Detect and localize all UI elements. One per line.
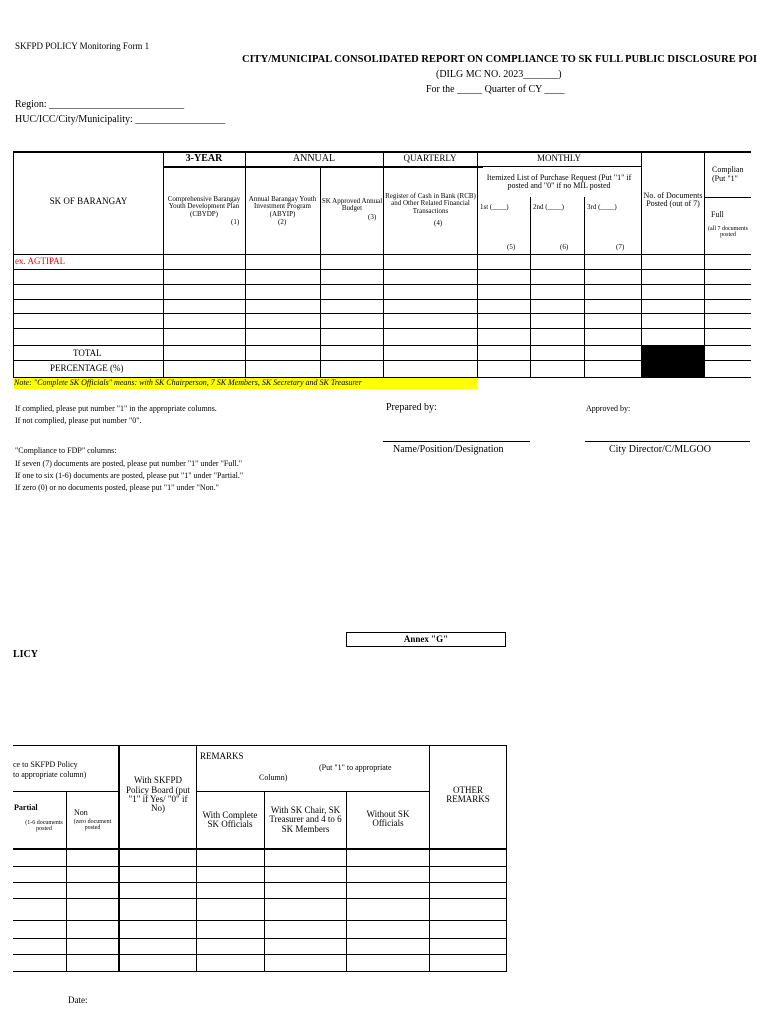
col-full: Full (711, 210, 724, 219)
col-without: Without SK Officials (366, 808, 410, 828)
huc-field: HUC/ICC/City/Municipality: __________________ (15, 114, 226, 125)
approved-by-label: Approved by: (586, 404, 631, 413)
percentage-row-label: PERCENTAGE (%) (50, 363, 124, 373)
group-annual: ANNUAL (292, 152, 336, 164)
title-continuation: LICY (13, 649, 39, 660)
form-label: SKFPD POLICY Monitoring Form 1 (15, 41, 150, 51)
col-partial-sub: (1-6 documents posted (25, 819, 63, 832)
instruction-line: If one to six (1-6) documents are posted, please put "1" under "Partial." (15, 471, 244, 480)
report-title: CITY/MUNICIPAL CONSOLIDATED REPORT ON COMPLIANCE TO SK FULL PUBLIC DISCLOSURE POI (242, 54, 757, 65)
compliance-subheader: to appropriate column) (13, 770, 87, 779)
col-non-sub: (zero document posted (73, 818, 112, 831)
prepared-by-name: Name/Position/Designation (393, 444, 504, 455)
col-partial: Partial (14, 803, 38, 812)
quarter-line: For the _____ Quarter of CY ____ (426, 84, 565, 95)
compliance-header: ce to SKFPD Policy (13, 760, 78, 769)
memo-number: (DILG MC NO. 2023_______) (436, 69, 562, 80)
instruction-line: If complied, please put number "1" in the appropriate columns. (15, 404, 217, 413)
col-full-sub: (all 7 documents posted (708, 225, 748, 238)
note-highlight: Note: "Complete SK Officials" means: with SK Chairperson, 7 SK Members, SK Secretary and SK Treasurer (14, 378, 477, 389)
col-month-1: 1st (____) (480, 203, 509, 211)
prepared-by-label: Prepared by: (386, 402, 437, 413)
remarks-instruction: (Put "1" to appropriate (319, 763, 392, 772)
col-with-chair: With SK Chair, SK Treasurer and 4 to 6 SK Members (269, 804, 342, 834)
col-itemized: Itemized List of Purchase Request (Put "1" if posted and "0" if no MIL posted (486, 172, 632, 190)
col-compliance: Complian (Put "1" (712, 166, 744, 183)
group-quarterly: QUARTERLY (403, 153, 457, 164)
instruction-line: If seven (7) documents are posted, please put number "1" under "Full." (15, 459, 243, 468)
group-monthly: MONTHLY (536, 153, 582, 164)
annex-label: Annex "G" (346, 632, 506, 647)
col-other-remarks: OTHER REMARKS (446, 784, 490, 804)
col-abyip: Annual Barangay Youth Investment Program (ABYIP) (248, 194, 317, 218)
col-docs-posted: No. of Documents Posted (out of 7) (643, 190, 703, 208)
remarks-instruction-2: Column) (259, 773, 288, 782)
col-sk-barangay: SK OF BARANGAY (49, 196, 128, 207)
col-with-complete: With Complete SK Officials (202, 809, 258, 829)
instruction-line: If zero (0) or no documents posted, please put "1" under "Non." (15, 483, 219, 492)
instruction-line: "Compliance to FDP" columns: (15, 446, 117, 455)
total-row-label: TOTAL (73, 348, 102, 358)
example-row-label: ex. AGTIPAL (15, 256, 66, 266)
date-label: Date: (68, 995, 88, 1005)
col-budget: SK Approved Annual Budget (321, 196, 383, 212)
col-month-2: 2nd (____) (533, 203, 564, 211)
col-policy-board: With SKFPD Policy Board (put "1" if Yes/ "0" if No) (126, 775, 190, 814)
col-month-3: 3rd (____) (587, 203, 617, 211)
region-field: Region: ___________________________ (15, 99, 185, 110)
col-non: Non (74, 808, 88, 817)
blocked-cell (641, 345, 704, 378)
col-rcb: Register of Cash in Bank (RCB) and Other Related Financial Transactions (385, 191, 476, 215)
remarks-header: REMARKS (200, 751, 244, 761)
instruction-line: If not complied, please put number "0". (15, 416, 142, 425)
col-cbydp: Comprehensive Barangay Youth Development Plan (CBYDP) (167, 194, 241, 218)
approved-by-name: City Director/C/MLGOO (609, 444, 711, 455)
group-3year: 3-YEAR (185, 152, 223, 164)
